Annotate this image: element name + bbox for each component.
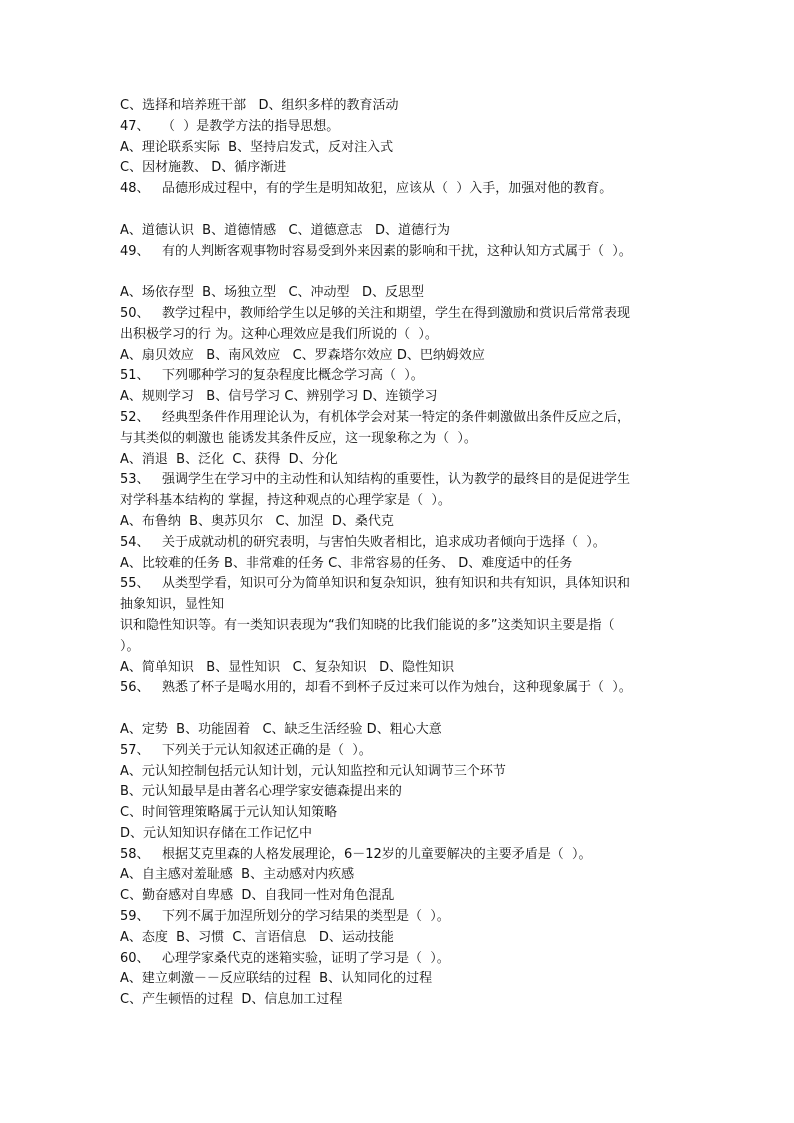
text-line: 49、 有的人判断客观事物时容易受到外来因素的影响和干扰，这种认知方式属于（ ）。 xyxy=(120,243,632,259)
text-line: 56、 熟悉了杯子是喝水用的，却看不到杯子反过来可以作为烛台，这种现象属于（ ）。 xyxy=(120,680,632,696)
text-line: 55、 从类型学看，知识可分为简单知识和复杂知识，独有知识和共有知识，具体知识和 xyxy=(120,576,630,592)
text-line: 50、 教学过程中，教师给学生以足够的关注和期望，学生在得到激励和赏识后常常表现 xyxy=(120,305,630,321)
text-line: C、选择和培养班干部 D、组织多样的教育活动 xyxy=(120,98,399,113)
text-line: 与其类似的刺激也 能诱发其条件反应，这一现象称之为（ ）。 xyxy=(120,430,477,446)
text-line: A、规则学习 B、信号学习 C、辨别学习 D、连锁学习 xyxy=(120,389,438,405)
text-line: ）。 xyxy=(120,638,140,654)
text-line: 对学科基本结构的 掌握，持这种观点的心理学家是（ ）。 xyxy=(120,493,451,509)
text-line: 53、 强调学生在学习中的主动性和认知结构的重要性，认为教学的最终目的是促进学生 xyxy=(120,472,630,488)
text-line: 48、 品德形成过程中，有的学生是明知故犯，应该从（ ）入手，加强对他的教育。 xyxy=(120,181,613,197)
text-line: A、简单知识 B、显性知识 C、复杂知识 D、隐性知识 xyxy=(120,659,455,675)
text-line: A、理论联系实际 B、坚持启发式，反对注入式 xyxy=(120,139,394,155)
text-line: A、道德认识 B、道德情感 C、道德意志 D、道德行为 xyxy=(120,222,450,238)
text-line: C、因材施教、 D、循序渐进 xyxy=(120,160,287,176)
text-line: A、定势 B、功能固着 C、缺乏生活经验 D、粗心大意 xyxy=(120,721,442,737)
text-line: A、扇贝效应 B、南风效应 C、罗森塔尔效应 D、巴纳姆效应 xyxy=(120,347,485,363)
blank-line xyxy=(120,200,680,221)
text-line: A、元认知控制包括元认知计划，元认知监控和元认知调节三个环节 xyxy=(120,763,506,779)
text-line: B、元认知最早是由著名心理学家安德森提出来的 xyxy=(120,784,402,800)
text-line: 51、 下列哪种学习的复杂程度比概念学习高（ ）。 xyxy=(120,368,424,384)
text-line: 54、 关于成就动机的研究表明，与害怕失败者相比，追求成功者倾向于选择（ ）。 xyxy=(120,534,606,550)
text-line: 57、 下列关于元认知叙述正确的是（ ）。 xyxy=(120,742,372,758)
text-line: 52、 经典型条件作用理论认为，有机体学会对某一特定的条件刺激做出条件反应之后， xyxy=(120,409,630,425)
text-line: 60、 心理学家桑代克的迷箱实验，证明了学习是（ ）。 xyxy=(120,950,450,966)
text-line: A、自主感对羞耻感 B、主动感对内疚感 xyxy=(120,867,355,883)
text-line: A、态度 B、习惯 C、言语信息 D、运动技能 xyxy=(120,929,394,945)
exam-question-text xyxy=(120,96,680,1011)
text-line: 59、 下列不属于加涅所划分的学习结果的类型是（ ）。 xyxy=(120,909,450,925)
text-line: A、场依存型 B、场独立型 C、冲动型 D、反思型 xyxy=(120,285,424,301)
text-line: 抽象知识，显性知 xyxy=(120,597,225,613)
text-line: A、建立刺激－－反应联结的过程 B、认知同化的过程 xyxy=(120,971,433,987)
blank-line xyxy=(120,699,680,720)
text-line: 出积极学习的行 为。这种心理效应是我们所说的（ ）。 xyxy=(120,326,438,342)
text-line: A、比较难的任务 B、非常难的任务 C、非常容易的任务、 D、难度适中的任务 xyxy=(120,555,573,571)
text-line: A、消退 B、泛化 C、获得 D、分化 xyxy=(120,451,338,467)
text-line: 识和隐性知识等。有一类知识表现为“我们知晓的比我们能说的多”这类知识主要是指（ xyxy=(120,617,615,633)
text-line: A、布鲁纳 B、奥苏贝尔 C、加涅 D、桑代克 xyxy=(120,513,394,529)
text-line: 47、 （ ）是教学方法的指导思想。 xyxy=(120,118,340,134)
text-line: 58、 根据艾克里森的人格发展理论，6－12岁的儿童要解决的主要矛盾是（ ）。 xyxy=(120,846,592,862)
text-line: C、产生顿悟的过程 D、信息加工过程 xyxy=(120,992,343,1008)
blank-line xyxy=(120,262,680,283)
text-line: C、时间管理策略属于元认知认知策略 xyxy=(120,805,338,821)
text-line: D、元认知知识存储在工作记忆中 xyxy=(120,825,313,841)
text-line: C、勤奋感对自卑感 D、自我同一性对角色混乱 xyxy=(120,888,395,904)
